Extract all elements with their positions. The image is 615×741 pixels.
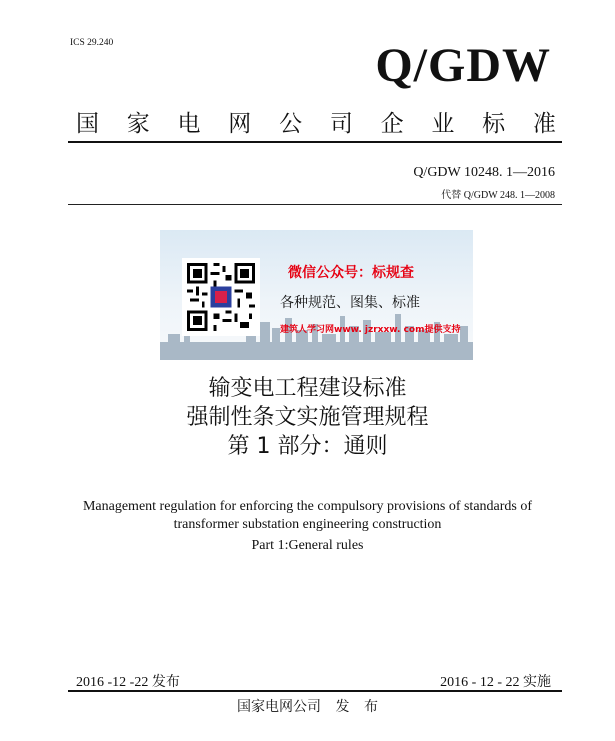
title-line: 输变电工程建设标准 bbox=[208, 376, 407, 401]
english-part-title: Part 1:General rules bbox=[251, 538, 364, 553]
ics-code: ICS 29.240 bbox=[70, 38, 114, 48]
qr-code-icon bbox=[182, 258, 260, 336]
english-title-line: Management regulation for enforcing the compulsory provisions of standards of bbox=[82, 499, 533, 514]
org-char: 标 bbox=[482, 111, 506, 137]
org-char: 家 bbox=[126, 111, 150, 137]
org-char: 国 bbox=[76, 111, 99, 137]
org-char: 业 bbox=[431, 111, 455, 137]
banner-site-text: 建筑人学习网www. jzrxxw. com提供支持 bbox=[280, 325, 461, 335]
publisher: 国家电网公司 发 布 bbox=[237, 699, 378, 715]
org-char: 准 bbox=[532, 111, 556, 137]
org-char: 公 bbox=[279, 111, 303, 137]
english-title-line: transformer substation engineering construction bbox=[173, 517, 442, 532]
org-char: 企 bbox=[380, 111, 404, 137]
header-rule bbox=[68, 141, 562, 143]
number-rule bbox=[68, 204, 562, 205]
org-char: 网 bbox=[228, 111, 252, 137]
watermark-banner bbox=[160, 230, 473, 360]
english-title bbox=[0, 498, 615, 555]
footer-rule bbox=[68, 690, 562, 692]
org-title bbox=[76, 105, 556, 138]
wechat-account-text: 微信公众号：标规查 bbox=[288, 265, 414, 281]
title-line: 强制性条文实施管理规程 bbox=[186, 405, 429, 430]
banner-subtitle: 各种规范、图集、标准 bbox=[280, 295, 420, 311]
title-line: 第 1 部分：通则 bbox=[227, 434, 388, 459]
org-char: 电 bbox=[177, 111, 201, 137]
standard-brand: Q/GDW bbox=[375, 39, 551, 92]
standard-number: Q/GDW 10248. 1—2016 bbox=[413, 165, 555, 180]
org-char: 司 bbox=[329, 111, 353, 137]
effective-date: 2016 - 12 - 22 实施 bbox=[440, 675, 551, 690]
replaces-number: 代替 Q/GDW 248. 1—2008 bbox=[441, 190, 555, 201]
publish-date: 2016 -12 -22 发布 bbox=[76, 675, 180, 690]
chinese-title bbox=[0, 374, 615, 461]
